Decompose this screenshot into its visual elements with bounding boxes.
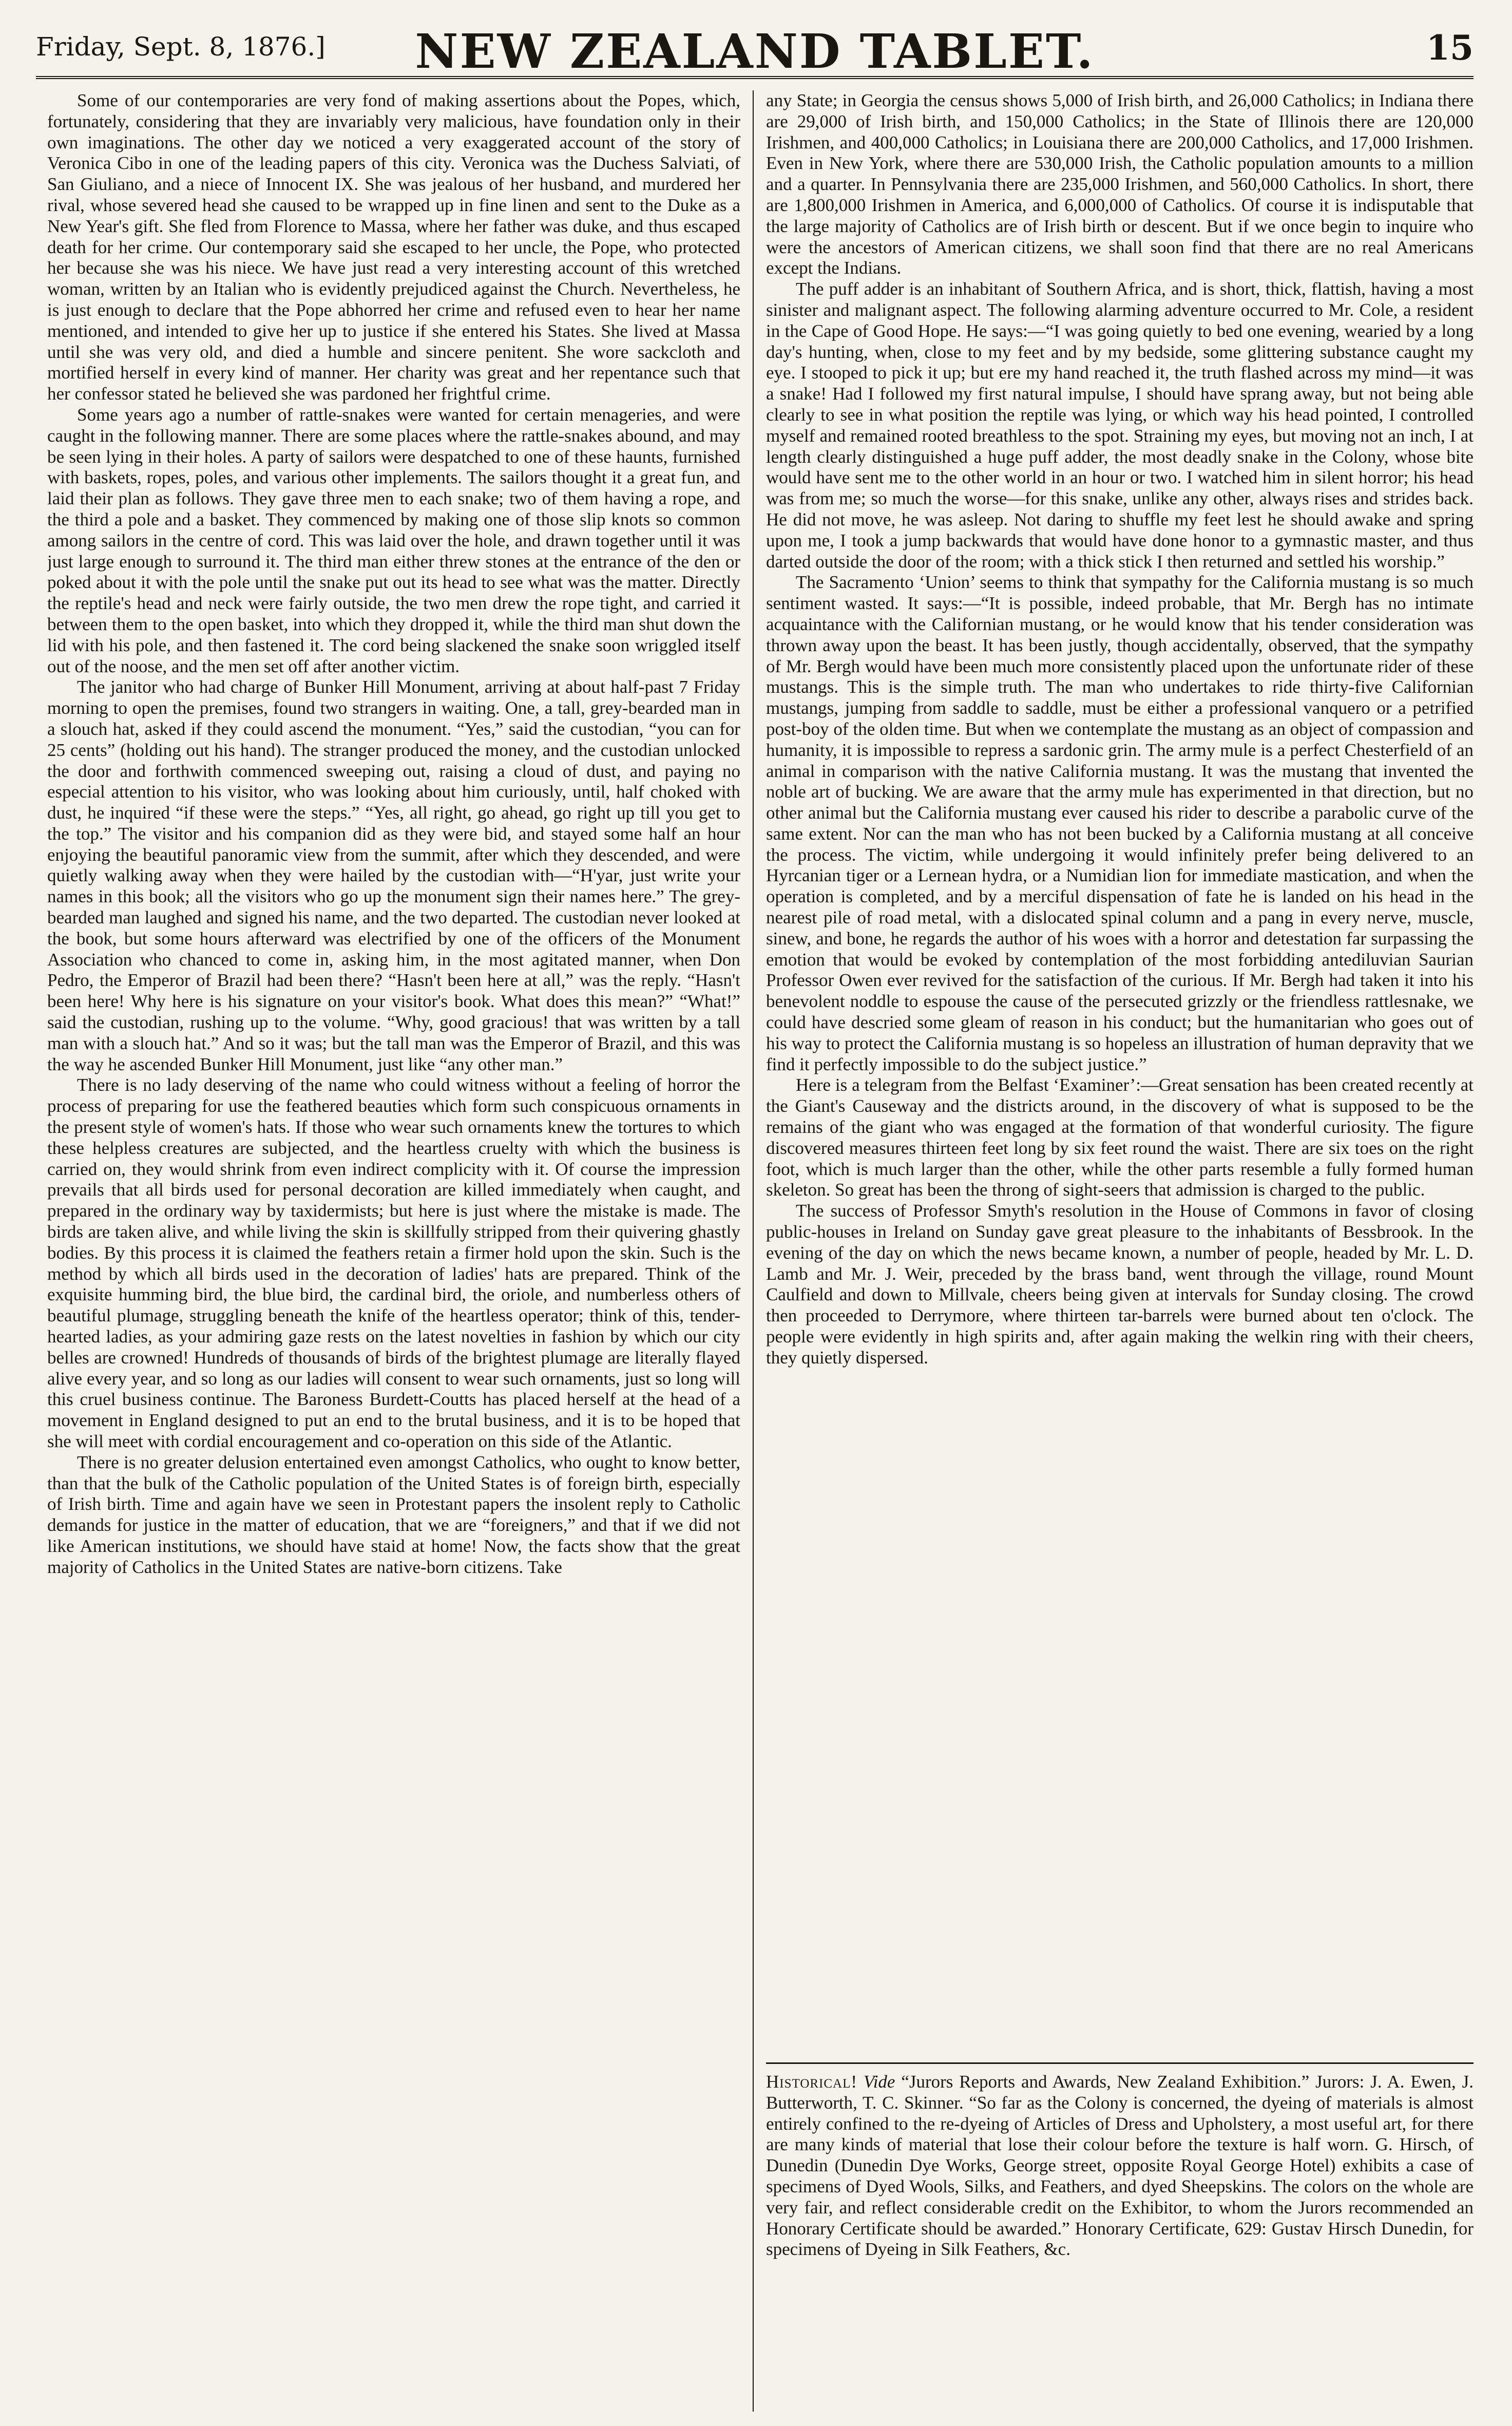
article-feathered-hats: There is no lady deserving of the name who could witness without a feeling of horror the process of preparing for use the feathered beauties which form such conspicuous ornaments in the present style of women's hats. If those who wear such ornaments knew the tortures to which these helpless creatures are subjected, and the heartless cruelty with which the business is carried on, they would shrink from even indirect complicity with it. Of course the impression prevails that all birds used for personal decoration are killed immediately when caught, and prepared in the ordinary way by taxidermists; but here is just where the mistake is made. The birds are taken alive, and while living the skin is skillfully stripped from their quivering ghastly bodies. By this process it is claimed the feathers retain a firmer hold upon the skin. Such is the method by which all birds used in the decoration of ladies' hats are prepared. Think of the exquisite humming bird, the blue bird, the cardinal bird, the oriole, and numberless others of beautiful plumage, struggling beneath the knife of the heartless operator; think of this, tender-hearted ladies, as your admiring gaze rests on the latest novelties in fashion by which our city belles are crowned! Hundreds of thousands of birds of the brightest plumage are literally flayed alive every year, and so long as our ladies will consent to wear such ornaments, just so long will this cruel business continue. The Baroness Burdett-Coutts has placed herself at the head of a movement in England designed to put an end to the brutal business, and it is to be hoped that she will meet with cordial encouragement and co-operation on this side of the Atlantic. (47, 1075, 740, 1451)
article-sunday-closing: The success of Professor Smyth's resolution in the House of Commons in favor of closing public-houses in Ireland on Sunday gave great pleasure to the inhabitants of Bessbrook. In the evening of the day on which the news became known, a number of people, headed by Mr. L. D. Lamb and Mr. J. Weir, preceded by the brass band, went through the village, round Mount Caulfield and down to Millvale, cheers being given at intervals for Sunday closing. The crowd then proceeded to Derrymore, where thirteen tar-barrels were burned about ten o'clock. The people were evidently in high spirits and, after again making the welkin ring with their cheers, they quietly dispersed. (766, 1201, 1473, 1368)
left-column (47, 90, 740, 2412)
column-divider (753, 90, 754, 2412)
masthead-title: NEW ZEALAND TABLET. (415, 24, 1095, 79)
notice-text: “Jurors Reports and Awards, New Zealand Exhibition.” Jurors: J. A. Ewen, J. Butterworth, T. C. Skinner. “So far as the Colony is concerned, the dyeing of materials is almost entirely confined to the re-dyeing of Articles of Dress and Upholstery, a most useful art, for there are many kinds of material that lose their colour before the texture is half worn. G. Hirsch, of Dunedin (Dunedin Dye Works, George street, opposite Royal George Hotel) exhibits a case of specimens of Dyed Wools, Silks, and Feathers, and dyed Sheepskins. The colors on the whole are very fair, and reflect considerable credit on the Exhibitor, to whom the Jurors recommended an Honorary Certificate should be awarded.” Honorary Certificate, 629: Gustav Hirsch Dunedin, for specimens of Dyeing in Silk Feathers, &c. (766, 2072, 1473, 2260)
article-puff-adder: The puff adder is an inhabitant of Southern Africa, and is short, thick, flattish, having a most sinister and malignant aspect. The following alarming adventure occurred to Mr. Cole, a resident in the Cape of Good Hope. He says:—“I was going quietly to bed one evening, wearied by a long day's hunting, when, close to my feet and by my bedside, some glittering substance caught my eye. I stooped to pick it up; but ere my hand reached it, the truth flashed across my mind—it was a snake! Had I followed my first natural impulse, I should have sprang away, but not being able clearly to see in what position the reptile was lying, or which way his head pointed, I controlled myself and remained rooted breathless to the spot. Straining my eyes, but moving not an inch, I at length clearly distinguished a huge puff adder, the most deadly snake in the Colony, whose bite would have sent me to the other world in an hour or two. I watched him in silent horror; his head was from me; so much the worse—for this snake, unlike any other, always rises and strides back. He did not move, he was asleep. Not daring to shuffle my feet lest he should awake and spring upon me, I took a jump backwards that would have done honor to a gymnastic master, and thus darted outside the door of the room; with a thick stick I then returned and settled his worship.” (766, 279, 1473, 572)
page-number: 15 (1426, 28, 1473, 68)
right-column (766, 90, 1473, 2057)
article-rattlesnakes: Some years ago a number of rattle-snakes were wanted for certain menageries, and were caught in the following manner. There are some places where the rattle-snakes abound, and may be seen lying in their holes. A party of sailors were despatched to one of these haunts, furnished with baskets, ropes, poles, and various other implements. The sailors thought it a great fun, and laid their plan as follows. They gave three men to each snake; two of them having a rope, and the third a pole and a basket. They commenced by making one of those slip knots so common among sailors in the centre of cord. This was laid over the hole, and drawn together until it was just large enough to surround it. The third man either threw stones at the entrance of the den or poked about it with the pole until the snake put out its head to see what was the matter. Directly the reptile's head and neck were fairly outside, the two men drew the rope tight, and carried it between them to the open basket, into which they dropped it, while the third man shut down the lid with his pole, and then fastened it. The cord being slackened the snake soon wriggled itself out of the noose, and the men set off after another victim. (47, 404, 740, 676)
issue-date: Friday, Sept. 8, 1876.] (36, 32, 326, 62)
article-veronica-cibo: Some of our contemporaries are very fond of making assertions about the Popes, which, fortunately, considering that they are invariably very malicious, have foundation only in their own imaginations. The other day we noticed a very exaggerated account of the story of Veronica Cibo in one of the leading papers of this city. Veronica was the Duchess Salviati, of San Giuliano, and a niece of Innocent IX. She was jealous of her husband, and murdered her rival, whose severed head she caused to be wrapped up in fine linen and sent to the Duke as a New Year's gift. She fled from Florence to Massa, where her father was duke, and thus escaped death for her crime. Our contemporary said she escaped to her uncle, the Pope, who protected her because she was his niece. We have just read a very interesting account of this wretched woman, written by an Italian who is evidently prejudiced against the Church. Nevertheless, he is just enough to declare that the Pope abhorred her crime and refused even to hear her name mentioned, and intended to give her up to justice if she entered his States. She lived at Massa until she was very old, and died a humble and sincere penitent. She wore sackcloth and mortified herself in every kind of manner. Her charity was great and her repentance such that her confessor stated he believed she was pardoned her frightful crime. (47, 90, 740, 404)
notice-label: Historical! (766, 2072, 858, 2092)
notice-divider (766, 2062, 1473, 2064)
notice-body (766, 2072, 1473, 2260)
article-giants-causeway: Here is a telegram from the Belfast ‘Examiner’:—Great sensation has been created recently at the Giant's Causeway and the districts around, in the discovery of what is supposed to be the remains of the giant who was engaged at the formation of that wonderful curiosity. The figure discovered measures thirteen feet long by six feet round the waist. There are six toes on the right foot, which is much larger than the other, while the other parts resemble a fully formed human skeleton. So great has been the throng of sight-seers that admission is charged to the public. (766, 1075, 1473, 1200)
article-catholic-population: There is no greater delusion entertained even amongst Catholics, who ought to know better, than that the bulk of the Catholic population of the United States is of foreign birth, especially of Irish birth. Time and again have we seen in Protestant papers the insolent reply to Catholic demands for justice in the matter of education, that we are “foreigners,” and that if we did not like American institutions, we should have staid at home! Now, the facts show that the great majority of Catholics in the United States are native-born citizens. Take (47, 1452, 740, 1577)
notice-vide: Vide (863, 2072, 895, 2092)
page-header (36, 20, 1473, 79)
article-california-mustang: The Sacramento ‘Union’ seems to think that sympathy for the California mustang is so much sentiment wasted. It says:—“It is possible, indeed probable, that Mr. Bergh has no intimate acquaintance with the Californian mustang, or he would know that his tender consideration was thrown away upon the beast. It has been justly, though accidentally, observed, that the sympathy of Mr. Bergh would have been much more consistently placed upon the unfortunate rider of these mustangs. This is the simple truth. The man who undertakes to ride thirty-five Californian mustangs, jumping from saddle to saddle, must be either a professional vanquero or a petrified post-boy of the olden time. But when we contemplate the mustang as an object of compassion and humanity, it is impossible to repress a sardonic grin. The army mule is a perfect Chesterfield of an animal in comparison with the native California mustang. It was the mustang that invented the noble art of bucking. We are aware that the army mule has experimented in that direction, but no other animal but the California mustang ever caused his rider to describe a parabolic curve of the same extent. Nor can the man who has not been bucked by a California mustang at all conceive the process. The victim, while undergoing it would infinitely prefer being delivered to an Hyrcanian tiger or a Lernean hydra, or a Numidian lion for immediate mastication, and when the operation is completed, and by a merciful dispensation of fate he is landed on his head in the nearest pile of road metal, with a dislocated spinal column and a pang in every nerve, muscle, sinew, and bone, he regards the author of his woes with a horror and detestation far surpassing the emotion that would be evoked by contemplation of the most forbidding antediluvian Saurian Professor Owen ever revived for the satisfaction of the curious. If Mr. Bergh had taken it into his benevolent noddle to espouse the cause of the persecuted grizzly or the friendless rattlesnake, we could have descried some gleam of reason in his conduct; but the humanitarian who goes out of his way to protect the California mustang is so hopeless an illustration of human depravity that we find it perfectly impossible to do the subject justice.” (766, 572, 1473, 1074)
article-catholic-census: any State; in Georgia the census shows 5,000 of Irish birth, and 26,000 Catholics; in Indiana there are 29,000 of Irish birth, and 150,000 Catholics; in the State of Illinois there are 120,000 Irishmen, and 400,000 Catholics; in Louisiana there are 200,000 Catholics, and 17,000 Irishmen. Even in New York, where there are 530,000 Irish, the Catholic population amounts to a million and a quarter. In Pennsylvania there are 235,000 Irishmen, and 560,000 Catholics. In short, there are 1,800,000 Irishmen in America, and 6,000,000 of Catholics. Of course it is indisputable that the large majority of Catholics are of Irish birth or descent. But if we once begin to inquire who were the ancestors of American citizens, we shall soon find that there are no real Americans except the Indians. (766, 90, 1473, 278)
article-bunker-hill: The janitor who had charge of Bunker Hill Monument, arriving at about half-past 7 Friday morning to open the premises, found two strangers in waiting. One, a tall, grey-bearded man in a slouch hat, asked if they could ascend the monument. “Yes,” said the custodian, “you can for 25 cents” (holding out his hand). The stranger produced the money, and the custodian unlocked the door and forthwith commenced sweeping out, raising a cloud of dust, and paying no especial attention to his visitor, who was looking about him curiously, until, half choked with dust, he inquired “if these were the steps.” “Yes, all right, go ahead, go right up till you get to the top.” The visitor and his companion did as they were bid, and stayed some half an hour enjoying the beautiful panoramic view from the summit, after which they descended, and were quietly walking away when they were hailed by the custodian with—“H'yar, just write your names in this book; all the visitors who go up the monument sign their names here.” The grey-bearded man laughed and signed his name, and the two departed. The custodian never looked at the book, but some hours afterward was electrified by one of the officers of the Monument Association who chanced to come in, asking him, in the most agitated manner, when Don Pedro, the Emperor of Brazil had been there? “Hasn't been here at all,” was the reply. “Hasn't been here! Why here is his signature on your visitor's book. What does this mean?” “What!” said the custodian, rushing up to the volume. “Why, good gracious! that was written by a tall man with a slouch hat.” And so it was; but the tall man was the Emperor of Brazil, and this was the way he ascended Bunker Hill Monument, just like “any other man.” (47, 677, 740, 1074)
advertisement-notice (766, 2072, 1473, 2411)
